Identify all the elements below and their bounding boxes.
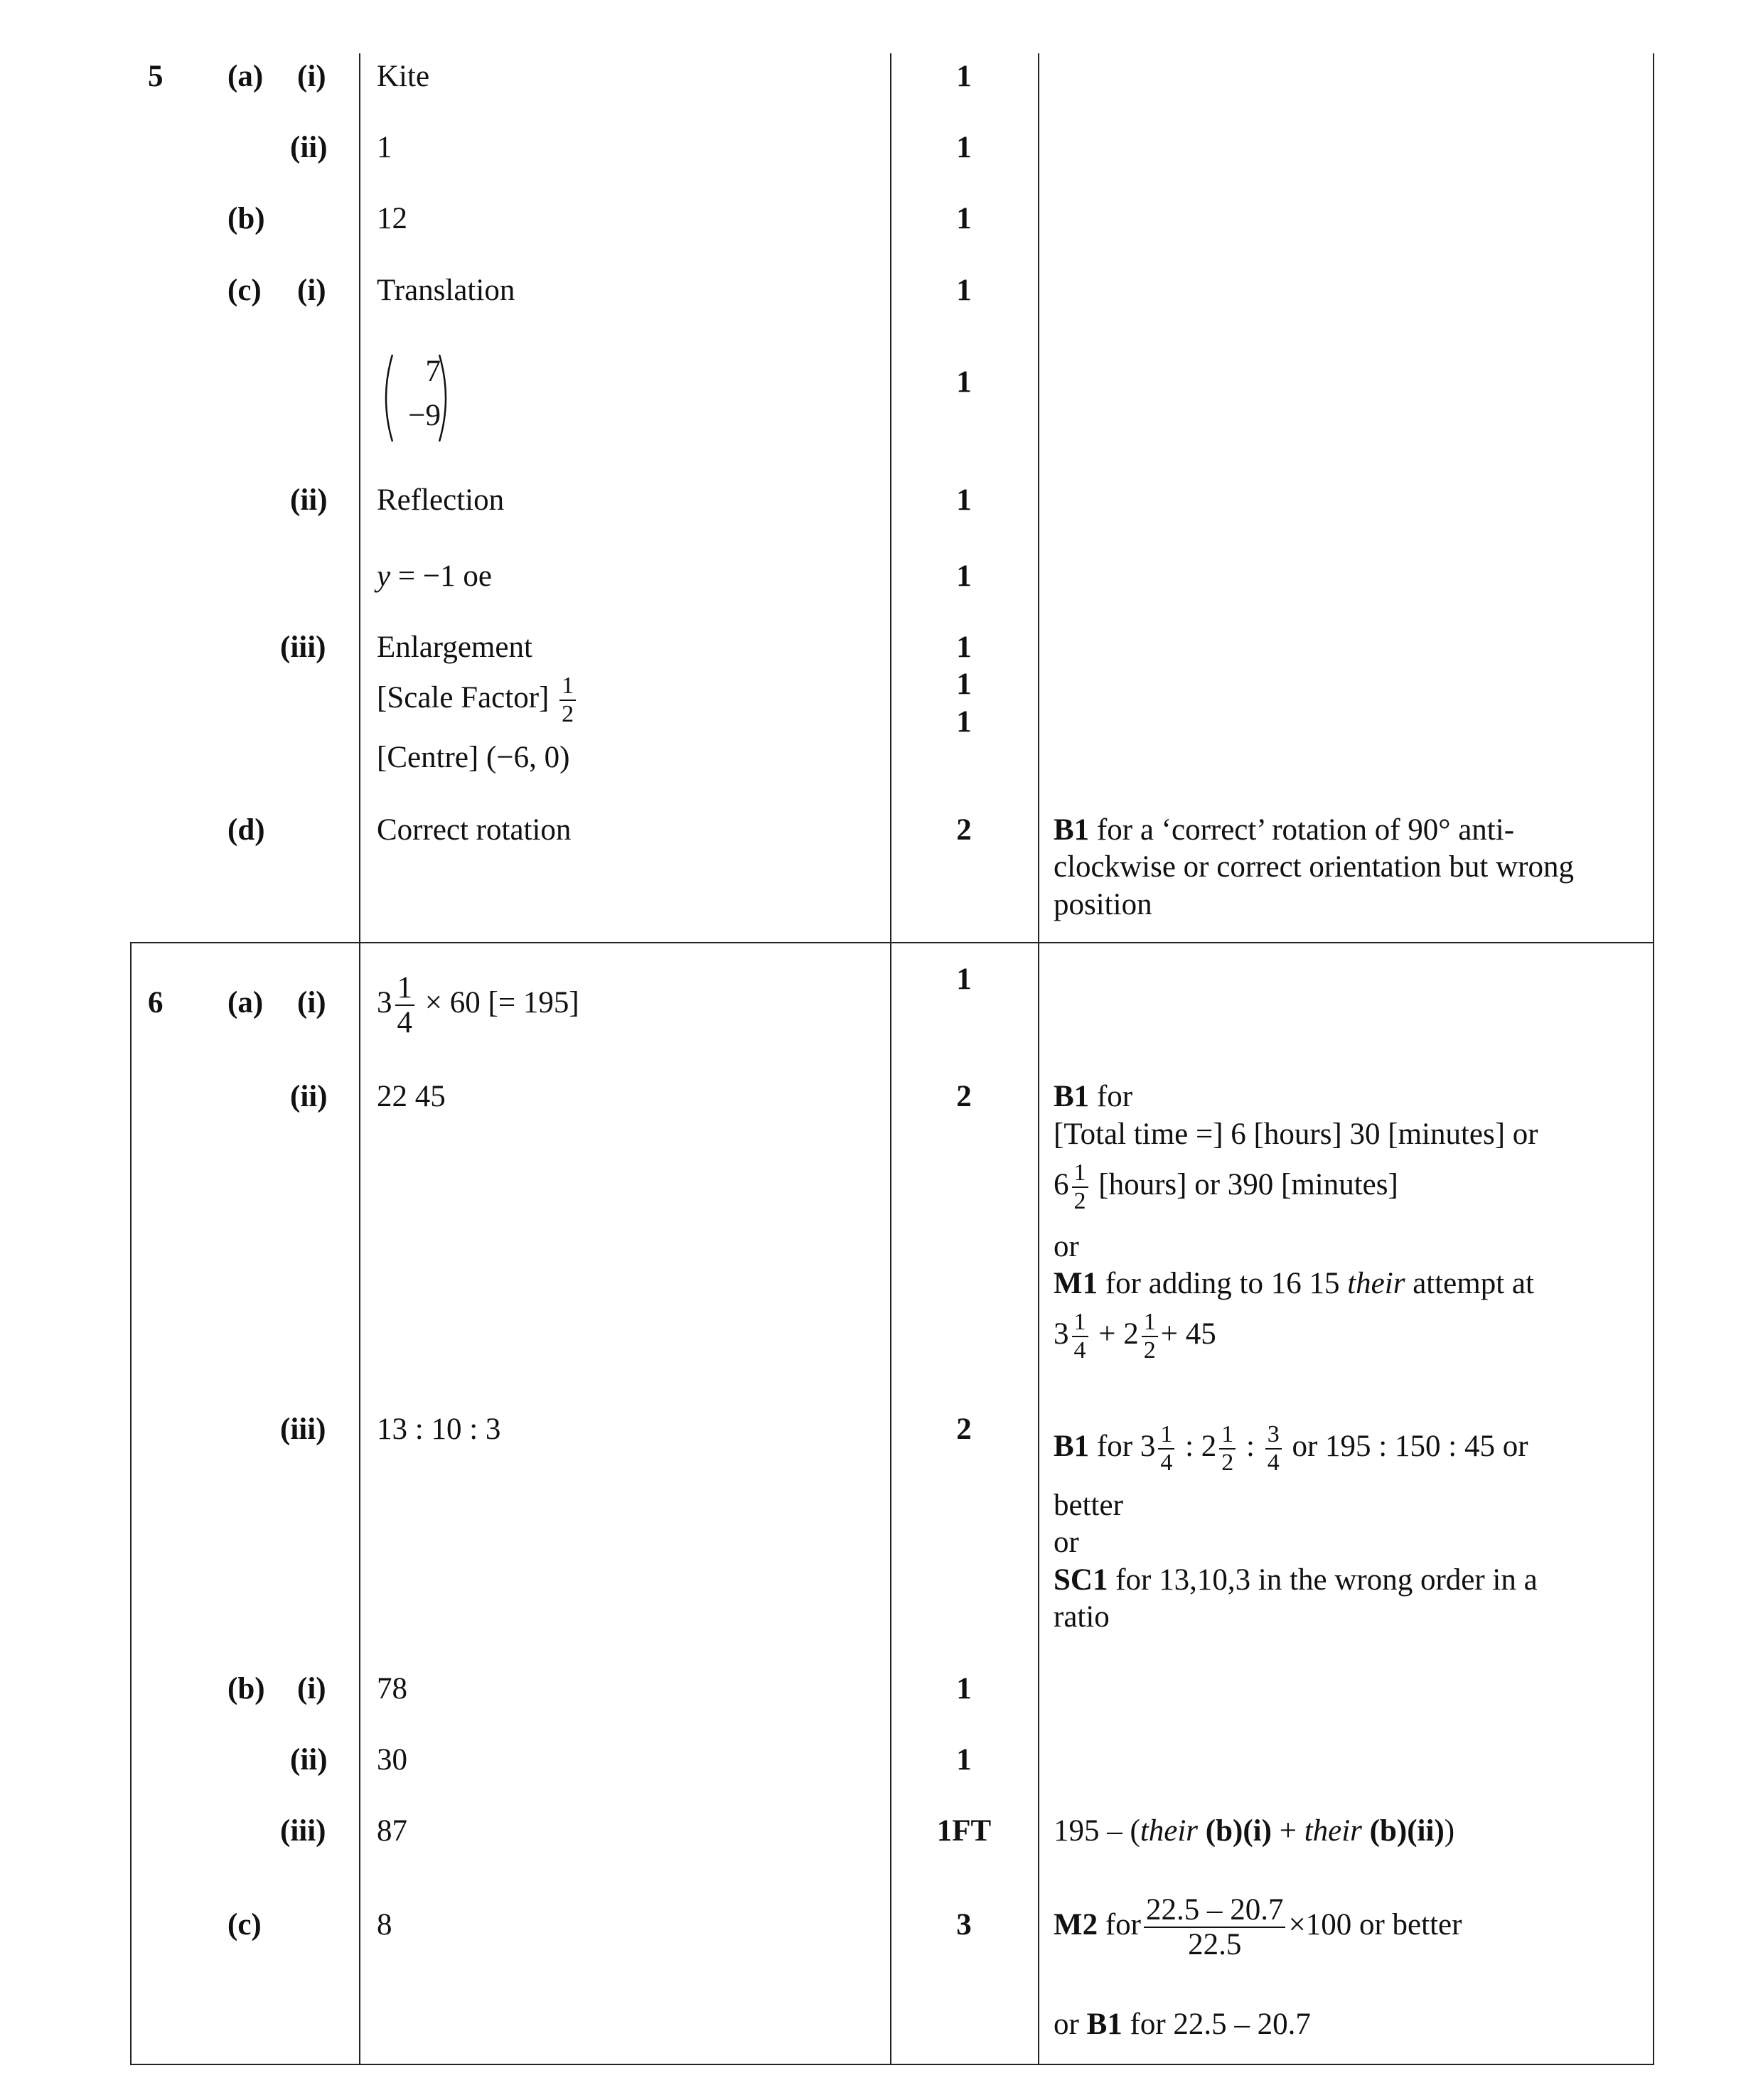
q5-d-guidance-line3: position <box>1054 888 1152 921</box>
column-divider-answer <box>359 53 360 2065</box>
q6-a-iii-guidance-or: or <box>1054 1526 1079 1559</box>
q6-c-guidance-2 <box>1054 2006 1311 2043</box>
q5-b-answer: 12 <box>377 202 407 235</box>
q5-part-d: (d) <box>227 813 265 847</box>
q6-b-ii-answer: 30 <box>377 1743 407 1777</box>
q5-c-ii-line-mark: 1 <box>956 559 972 593</box>
q6-a-ii-guidance-1 <box>1054 1078 1132 1115</box>
mark-code-b1: B1 <box>1054 1080 1090 1113</box>
q6-a-iii-guidance-4 <box>1054 1562 1538 1599</box>
q6-a-iii-guidance-5: ratio <box>1054 1600 1110 1634</box>
q5-c-iii-answer-enlargement: Enlargement <box>377 631 532 664</box>
q6-a-iii-mark: 2 <box>956 1413 972 1446</box>
a-i-denominator: 4 <box>397 1006 412 1040</box>
g-plus: + <box>1271 1814 1304 1848</box>
column-divider-marks <box>890 53 891 2065</box>
g1-for: for 3 <box>1089 1430 1156 1463</box>
g1-n2: 1 <box>1219 1423 1236 1450</box>
g1-mid: : 2 <box>1177 1430 1217 1463</box>
q5-c-i-mark: 1 <box>956 274 972 307</box>
g-start: 195 – ( <box>1054 1814 1140 1848</box>
q6-a-i-mark: 1 <box>956 963 972 996</box>
q5-part-c: (c) <box>227 274 262 307</box>
line-equation-rest: = −1 oe <box>390 559 492 593</box>
g1-fraction-3 <box>1265 1423 1282 1475</box>
g3-numerator: 1 <box>1072 1161 1088 1188</box>
q5-c-sub-ii: (ii) <box>290 483 328 517</box>
q6-a-iii-answer: 13 : 10 : 3 <box>377 1413 501 1446</box>
g6-d2: 2 <box>1143 1337 1156 1364</box>
g1-n3: 3 <box>1265 1423 1282 1450</box>
g-end: ) <box>1444 1814 1455 1848</box>
q6-b-i-mark: 1 <box>956 1672 972 1705</box>
g3-whole: 6 <box>1054 1168 1069 1201</box>
q6-b-iii-guidance <box>1054 1813 1454 1850</box>
q6-a-ii-mark: 2 <box>956 1080 972 1113</box>
question-number-5: 5 <box>148 60 164 93</box>
c-percentage-fraction <box>1144 1895 1286 1960</box>
q6-a-ii-guidance-5 <box>1054 1265 1534 1302</box>
g3-denominator: 2 <box>1073 1188 1086 1215</box>
c-numerator: 22.5 – 20.7 <box>1144 1895 1286 1928</box>
q6-a-iii-guidance-2: better <box>1054 1489 1123 1522</box>
table-border-right <box>1653 53 1654 2065</box>
scale-factor-label: [Scale Factor] <box>377 680 550 714</box>
q5-d-mark: 2 <box>956 813 972 847</box>
q5-a-sub-i: (i) <box>297 60 326 93</box>
q5-d-guidance-line1 <box>1054 812 1514 849</box>
sf-denominator: 2 <box>562 701 574 727</box>
g1-fraction-2 <box>1219 1423 1236 1475</box>
a-i-whole: 3 <box>377 986 392 1019</box>
g6-plus: + 2 <box>1091 1317 1139 1351</box>
mark-code-m2: M2 <box>1054 1908 1098 1941</box>
g4-rest: for 13,10,3 in the wrong order in a <box>1108 1563 1538 1597</box>
q6-a-ii-guidance-6 <box>1054 1302 1216 1366</box>
q5-a-ii-answer: 1 <box>377 131 392 164</box>
q5-b-mark: 1 <box>956 202 972 235</box>
g1-colon: : <box>1238 1430 1263 1463</box>
q6-a-ii-answer: 22 45 <box>377 1080 446 1113</box>
guidance-text: for a ‘correct’ rotation of 90° anti- <box>1089 813 1515 847</box>
a-i-rest: × 60 [= 195] <box>417 986 579 1019</box>
c-rest: for 22.5 – 20.7 <box>1122 2008 1311 2041</box>
q5-c-iii-scale-factor <box>377 674 579 727</box>
q5-a-sub-ii: (ii) <box>290 131 328 164</box>
mark-code-m1: M1 <box>1054 1267 1098 1300</box>
q5-part-b: (b) <box>227 202 265 235</box>
q6-a-iii-guidance-1 <box>1054 1415 1528 1479</box>
mark-code-b1: B1 <box>1086 2008 1122 2041</box>
g3-rest: [hours] or 390 [minutes] <box>1091 1168 1398 1201</box>
q6-part-a: (a) <box>227 986 264 1019</box>
q5-c-i-vector-mark: 1 <box>956 365 972 399</box>
q6-a-i-answer <box>377 964 579 1042</box>
q5-c-ii-mark: 1 <box>956 483 972 517</box>
q5-a-i-mark: 1 <box>956 60 972 93</box>
g3-fraction <box>1072 1161 1088 1214</box>
a-i-numerator: 1 <box>395 973 415 1006</box>
g6-n2: 1 <box>1142 1310 1158 1337</box>
g1-end: or 195 : 150 : 45 or <box>1284 1430 1528 1463</box>
q6-b-i-answer: 78 <box>377 1672 407 1705</box>
g5-rest: for adding to 16 15 <box>1098 1267 1348 1300</box>
q6-b-sub-i: (i) <box>297 1672 326 1705</box>
q5-c-iii-centre: [Centre] (−6, 0) <box>377 741 570 774</box>
q6-b-sub-iii: (iii) <box>280 1814 326 1848</box>
g6-end: + 45 <box>1160 1317 1216 1351</box>
q5-part-a: (a) <box>227 60 264 93</box>
guidance-text: for <box>1089 1080 1133 1113</box>
q6-a-sub-iii: (iii) <box>280 1413 326 1446</box>
q5-c-ii-line-equation <box>377 558 492 595</box>
q6-b-sub-ii: (ii) <box>290 1743 328 1777</box>
q5-c-sub-i: (i) <box>297 274 326 307</box>
g6-fraction-1 <box>1072 1310 1088 1363</box>
g6-d1: 4 <box>1073 1337 1086 1364</box>
g-their-2: their <box>1304 1814 1362 1848</box>
q6-a-ii-guidance-or: or <box>1054 1230 1079 1263</box>
q6-part-b: (b) <box>227 1672 265 1705</box>
q6-b-ii-mark: 1 <box>956 1743 972 1777</box>
q6-c-answer: 8 <box>377 1908 392 1941</box>
c-for: for <box>1098 1908 1141 1941</box>
q6-a-sub-ii: (ii) <box>290 1080 328 1113</box>
q5-a-ii-mark: 1 <box>956 131 972 164</box>
q6-a-ii-guidance-2: [Total time =] 6 [hours] 30 [minutes] or <box>1054 1118 1538 1151</box>
q5-a-i-answer: Kite <box>377 60 430 93</box>
g-ref-bi: (b)(i) <box>1198 1814 1272 1848</box>
g6-n1: 1 <box>1072 1310 1088 1337</box>
row-divider-q5-q6 <box>130 942 1654 943</box>
q5-c-iii-mark-1: 1 <box>956 631 972 664</box>
q6-a-sub-i: (i) <box>297 986 326 1019</box>
table-border-left <box>130 942 132 2065</box>
q6-c-guidance-1 <box>1054 1884 1462 1966</box>
g1-fraction-1 <box>1158 1423 1174 1475</box>
q5-c-iii-mark-3: 1 <box>956 705 972 739</box>
variable-y: y <box>377 559 391 593</box>
g1-d3: 4 <box>1267 1450 1280 1477</box>
q5-c-iii-mark-2: 1 <box>956 668 972 701</box>
c-or: or <box>1054 2008 1087 2041</box>
g1-n1: 1 <box>1158 1423 1174 1450</box>
g1-d1: 4 <box>1160 1450 1173 1477</box>
g1-d2: 2 <box>1221 1450 1234 1477</box>
q6-b-iii-mark: 1FT <box>936 1814 992 1848</box>
g5-their: their <box>1347 1267 1405 1300</box>
column-divider-guidance <box>1038 53 1039 2065</box>
q6-a-ii-guidance-3 <box>1054 1153 1398 1217</box>
q5-d-answer: Correct rotation <box>377 813 572 847</box>
vector-bottom: −9 <box>408 399 441 432</box>
table-border-bottom <box>130 2064 1654 2065</box>
vector-top: 7 <box>425 355 441 388</box>
mark-code-b1: B1 <box>1054 813 1090 847</box>
q6-part-c: (c) <box>227 1908 262 1941</box>
q5-c-i-answer: Translation <box>377 274 515 307</box>
translation-column-vector <box>377 352 455 444</box>
q5-d-guidance-line2: clockwise or correct orientation but wrong <box>1054 850 1574 884</box>
scale-factor-fraction <box>559 674 576 727</box>
g-ref-bii: (b)(ii) <box>1361 1814 1445 1848</box>
q6-c-mark: 3 <box>956 1908 972 1941</box>
g6-whole: 3 <box>1054 1317 1069 1351</box>
c-denominator: 22.5 <box>1188 1928 1242 1962</box>
g-their-1: their <box>1140 1814 1199 1848</box>
a-i-fraction <box>395 973 415 1038</box>
mark-code-sc1: SC1 <box>1054 1563 1108 1597</box>
c-end: ×100 or better <box>1288 1908 1462 1941</box>
sf-numerator: 1 <box>559 674 576 701</box>
q5-c-sub-iii: (iii) <box>280 631 326 664</box>
q5-c-ii-answer: Reflection <box>377 483 505 517</box>
g6-fraction-2 <box>1142 1310 1158 1363</box>
mark-code-b1: B1 <box>1054 1430 1090 1463</box>
question-number-6: 6 <box>148 986 164 1019</box>
q6-b-iii-answer: 87 <box>377 1814 407 1848</box>
g5-end: attempt at <box>1405 1267 1534 1300</box>
